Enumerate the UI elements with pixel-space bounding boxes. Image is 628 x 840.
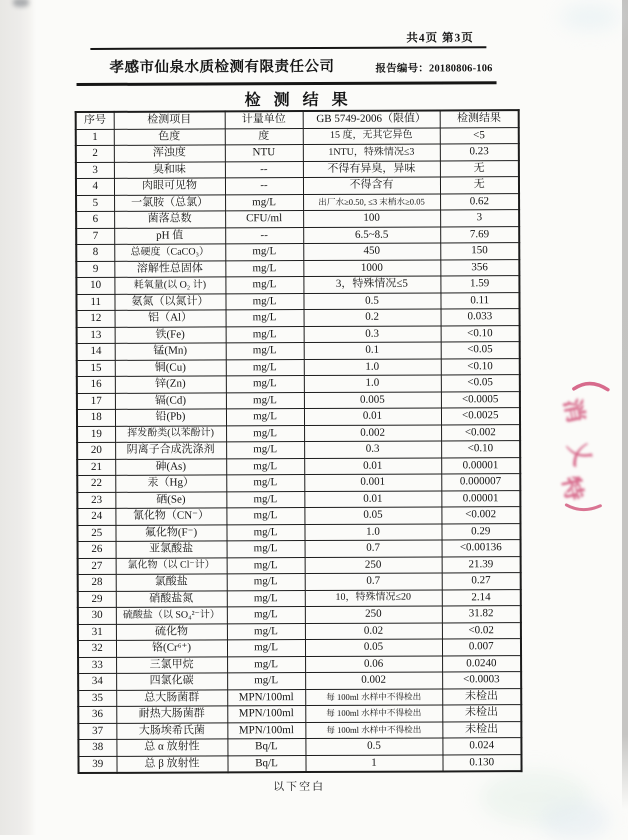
cell-item: 亚氯酸盐 xyxy=(116,541,227,558)
cell-index: 20 xyxy=(77,442,115,459)
page-title: 检测结果 xyxy=(244,91,361,110)
table-row xyxy=(77,424,520,442)
cell-limit: 0.3 xyxy=(304,325,441,342)
cell-index: 36 xyxy=(78,706,116,723)
table-row xyxy=(78,540,521,558)
cell-result: <0.0005 xyxy=(441,391,520,408)
cell-limit: 0.002 xyxy=(304,424,441,441)
cell-result: 0.033 xyxy=(441,309,520,326)
table-row xyxy=(78,688,521,706)
cell-limit: 0.05 xyxy=(305,639,442,656)
cell-result: <0.05 xyxy=(441,375,520,392)
cell-result: 0.000007 xyxy=(441,474,520,491)
cell-unit: mg/L xyxy=(226,458,304,475)
cell-item: 挥发酚类(以苯酚计) xyxy=(115,425,226,442)
cell-result: 0.29 xyxy=(441,523,520,540)
cell-unit: mg/L xyxy=(227,607,305,624)
cell-limit: 出厂水≥0.50, ≤3 末梢水≥0.05 xyxy=(303,193,440,210)
table-row xyxy=(77,441,520,459)
cell-index: 2 xyxy=(76,145,114,162)
table-row xyxy=(76,127,519,145)
table-row xyxy=(78,639,521,657)
cell-index: 7 xyxy=(76,228,114,245)
cell-limit: 0.01 xyxy=(304,490,441,507)
cell-result: <0.002 xyxy=(441,424,520,441)
company-name: 孝感市仙泉水质检测有限责任公司 xyxy=(109,58,335,76)
cell-limit: 0.1 xyxy=(304,342,441,359)
cell-unit: mg/L xyxy=(225,277,303,294)
cell-result: <0.00136 xyxy=(442,540,521,557)
cell-item: pH 值 xyxy=(114,227,225,244)
cell-result: 21.39 xyxy=(442,556,521,573)
cell-item: 总 α 放射性 xyxy=(116,739,227,756)
cell-result: 0.130 xyxy=(442,754,521,771)
table-row xyxy=(76,276,519,294)
cell-result: 0.11 xyxy=(440,292,519,309)
cell-item: 汞（Hg） xyxy=(115,475,226,492)
stamp-character: 消 xyxy=(559,396,589,426)
col-result: 检测结果 xyxy=(440,110,519,127)
cell-index: 4 xyxy=(76,178,114,195)
cell-index: 11 xyxy=(76,294,114,311)
cell-unit: mg/L xyxy=(226,343,304,360)
cell-unit: mg/L xyxy=(226,310,304,327)
cell-index: 9 xyxy=(76,261,114,278)
table-row xyxy=(76,193,519,211)
cell-item: 耗氧量(以 O₂ 计) xyxy=(114,277,225,294)
cell-index: 14 xyxy=(77,343,115,360)
table-row xyxy=(76,210,519,228)
cell-item: 氯酸盐 xyxy=(116,574,227,591)
cell-result: 0.024 xyxy=(442,738,521,755)
table-row xyxy=(78,672,521,690)
cell-item: 氟化物(F⁻) xyxy=(115,524,226,541)
table-row xyxy=(77,309,520,327)
cell-result: 无 xyxy=(440,160,519,177)
cell-limit: 0.02 xyxy=(305,622,442,639)
col-unit: 计量单位 xyxy=(225,111,303,128)
cell-result: 未检出 xyxy=(442,705,521,722)
cell-result: 150 xyxy=(440,243,519,260)
cell-result: 0.62 xyxy=(440,193,519,210)
cell-unit: mg/L xyxy=(227,656,305,673)
cell-unit: mg/L xyxy=(226,524,304,541)
cell-unit: mg/L xyxy=(226,442,304,459)
table-row xyxy=(78,655,521,673)
cell-item: 锌(Zn) xyxy=(115,376,226,393)
cell-limit: 450 xyxy=(303,243,440,260)
red-stamp xyxy=(558,377,615,517)
cell-item: 硫化物 xyxy=(116,623,227,640)
table-row xyxy=(78,622,521,640)
cell-unit: mg/L xyxy=(225,260,303,277)
cell-limit: 0.5 xyxy=(303,292,440,309)
cell-limit: 不得含有 xyxy=(303,177,440,194)
table-row xyxy=(77,342,520,360)
footer-blank-note: 以下空白 xyxy=(273,780,326,794)
cell-limit: 0.7 xyxy=(305,540,442,557)
cell-result: 0.007 xyxy=(442,639,521,656)
table-row xyxy=(76,226,519,244)
cell-limit: 15 度，无其它异色 xyxy=(303,127,440,144)
table-row xyxy=(78,738,521,756)
cell-result: 3 xyxy=(440,210,519,227)
stamp-character: 乂 xyxy=(562,437,596,470)
cell-limit: 10，特殊情况≤20 xyxy=(305,589,442,606)
table-row xyxy=(78,589,521,607)
cell-unit: MPN/100ml xyxy=(227,706,305,723)
cell-item: 总 β 放射性 xyxy=(116,755,227,772)
cell-item: 镉(Cd) xyxy=(115,392,226,409)
cell-limit: 1 xyxy=(305,754,442,772)
table-row xyxy=(77,391,520,409)
cell-item: 总大肠菌群 xyxy=(116,689,227,706)
cell-result: <0.05 xyxy=(441,342,520,359)
cell-index: 5 xyxy=(76,195,114,212)
cell-limit: 3，特殊情况≤5 xyxy=(303,276,440,293)
cell-item: 色度 xyxy=(114,128,225,145)
cell-index: 27 xyxy=(78,558,116,575)
cell-limit: 0.2 xyxy=(304,309,441,326)
cell-index: 8 xyxy=(76,244,114,261)
table-row xyxy=(77,408,520,426)
col-limit: GB 5749-2006（限值） xyxy=(303,110,440,128)
cell-unit: mg/L xyxy=(226,425,304,442)
cell-result: 0.00001 xyxy=(441,490,520,507)
table-header-row xyxy=(76,110,519,129)
cell-unit: -- xyxy=(225,161,303,178)
cell-limit: 1NTU，特殊情况≤3 xyxy=(303,144,440,161)
cell-unit: mg/L xyxy=(227,623,305,640)
cell-unit: 度 xyxy=(225,128,303,145)
cell-result: <0.0025 xyxy=(441,408,520,425)
cell-index: 13 xyxy=(77,327,115,344)
cell-unit: mg/L xyxy=(226,376,304,393)
cell-item: 臭和味 xyxy=(114,161,225,178)
cell-index: 28 xyxy=(78,574,116,591)
report-number xyxy=(375,60,492,76)
cell-limit: 0.01 xyxy=(304,408,441,425)
table-row xyxy=(77,490,520,508)
cell-index: 35 xyxy=(78,690,116,707)
cell-item: 一氯胺（总氯） xyxy=(114,194,225,211)
cell-limit: 每 100ml 水样中不得检出 xyxy=(305,721,442,738)
cell-limit: 0.5 xyxy=(305,738,442,755)
cell-index: 37 xyxy=(78,723,116,740)
cell-unit: MPN/100ml xyxy=(227,722,305,739)
cell-unit: mg/L xyxy=(225,194,303,211)
cell-item: 大肠埃希氏菌 xyxy=(116,722,227,739)
cell-unit: NTU xyxy=(225,145,303,162)
table-row xyxy=(78,573,521,591)
cell-result: <5 xyxy=(440,127,519,144)
col-index: 序号 xyxy=(76,112,114,129)
cell-index: 39 xyxy=(78,756,116,773)
stamp-character: 特 xyxy=(557,474,588,504)
cell-index: 34 xyxy=(78,673,116,690)
cell-unit: -- xyxy=(225,178,303,195)
cell-item: 氯化物（以 Cl⁻计） xyxy=(116,557,227,574)
header-rule-top xyxy=(90,46,486,50)
cell-index: 3 xyxy=(76,162,114,179)
cell-result: 未检出 xyxy=(442,688,521,705)
cell-result: <0.0003 xyxy=(442,672,521,689)
col-item: 检测项目 xyxy=(114,111,225,128)
cell-unit: mg/L xyxy=(226,326,304,343)
cell-index: 30 xyxy=(78,607,116,624)
cell-item: 硫酸盐（以 SO₄²⁻计） xyxy=(116,607,227,624)
cell-unit: mg/L xyxy=(227,574,305,591)
cell-limit: 1.0 xyxy=(304,375,441,392)
cell-unit: mg/L xyxy=(225,293,303,310)
cell-unit: mg/L xyxy=(226,392,304,409)
cell-item: 铜(Cu) xyxy=(115,359,226,376)
cell-limit: 100 xyxy=(303,210,440,227)
cell-index: 23 xyxy=(77,492,115,509)
cell-item: 铬(Cr⁶⁺) xyxy=(116,640,227,657)
cell-item: 氰化物（CN⁻） xyxy=(115,508,226,525)
cell-result: 0.00001 xyxy=(441,457,520,474)
table-row xyxy=(78,556,521,574)
table-row xyxy=(76,144,519,162)
cell-limit: 0.7 xyxy=(305,573,442,590)
cell-limit: 250 xyxy=(305,606,442,623)
cell-result: <0.10 xyxy=(441,441,520,458)
cell-limit: 0.06 xyxy=(305,655,442,672)
table-row xyxy=(78,754,521,773)
cell-unit: MPN/100ml xyxy=(227,689,305,706)
cell-item: 阴离子合成洗涤剂 xyxy=(115,442,226,459)
cell-index: 1 xyxy=(76,129,114,146)
cell-limit: 0.005 xyxy=(304,391,441,408)
cell-result: <0.02 xyxy=(442,622,521,639)
cell-unit: mg/L xyxy=(225,244,303,261)
cell-limit: 0.01 xyxy=(304,457,441,474)
cell-result: 无 xyxy=(440,177,519,194)
cell-limit: 0.001 xyxy=(304,474,441,491)
cell-unit: mg/L xyxy=(226,491,304,508)
cell-item: 铝（Al） xyxy=(115,310,226,327)
cell-index: 38 xyxy=(78,739,116,756)
cell-limit: 250 xyxy=(305,556,442,573)
cell-unit: mg/L xyxy=(227,640,305,657)
cell-result: 356 xyxy=(440,259,519,276)
cell-result: 0.0240 xyxy=(442,655,521,672)
cell-result: 未检出 xyxy=(442,721,521,738)
cell-item: 总硬度（CaCO₃） xyxy=(114,244,225,261)
cell-item: 溶解性总固体 xyxy=(114,260,225,277)
cell-limit: 每 100ml 水样中不得检出 xyxy=(305,705,442,722)
cell-unit: mg/L xyxy=(227,590,305,607)
cell-unit: mg/L xyxy=(227,557,305,574)
cell-limit: 不得有异臭，异味 xyxy=(303,160,440,177)
cell-index: 24 xyxy=(77,508,115,525)
table-row xyxy=(77,375,520,393)
cell-result: <0.002 xyxy=(441,507,520,524)
table-row xyxy=(76,243,519,261)
table-row xyxy=(76,160,519,178)
cell-result: <0.10 xyxy=(441,325,520,342)
cell-index: 25 xyxy=(77,525,115,542)
table-row xyxy=(77,523,520,541)
cell-unit: mg/L xyxy=(227,673,305,690)
cell-item: 锰(Mn) xyxy=(115,343,226,360)
cell-index: 21 xyxy=(77,459,115,476)
cell-index: 18 xyxy=(77,409,115,426)
cell-unit: CFU/ml xyxy=(225,211,303,228)
table-row xyxy=(76,259,519,277)
cell-limit: 1.0 xyxy=(304,523,441,540)
cell-item: 硒(Se) xyxy=(115,491,226,508)
table-row xyxy=(78,721,521,739)
cell-limit: 0.002 xyxy=(305,672,442,689)
cell-index: 10 xyxy=(76,277,114,294)
cell-limit: 0.05 xyxy=(304,507,441,524)
cell-unit: mg/L xyxy=(227,541,305,558)
cell-result: 0.23 xyxy=(440,144,519,161)
cell-item: 菌落总数 xyxy=(114,211,225,228)
table-row xyxy=(77,474,520,492)
cell-index: 26 xyxy=(78,541,116,558)
cell-unit: -- xyxy=(225,227,303,244)
cell-item: 四氯化碳 xyxy=(116,673,227,690)
table-row xyxy=(76,292,519,310)
table-row xyxy=(76,177,519,195)
cell-unit: Bq/L xyxy=(227,739,305,756)
cell-item: 氨氮（以氮计） xyxy=(114,293,225,310)
cell-item: 铅(Pb) xyxy=(115,409,226,426)
cell-index: 22 xyxy=(77,475,115,492)
cell-limit: 1.0 xyxy=(304,358,441,375)
cell-index: 15 xyxy=(77,360,115,377)
cell-index: 6 xyxy=(76,211,114,228)
table-row xyxy=(78,606,521,624)
cell-result: 7.69 xyxy=(440,226,519,243)
cell-result: 31.82 xyxy=(442,606,521,623)
cell-item: 砷(As) xyxy=(115,458,226,475)
cell-index: 29 xyxy=(78,591,116,608)
cell-index: 19 xyxy=(77,426,115,443)
cell-limit: 6.5~8.5 xyxy=(303,226,440,243)
cell-limit: 每 100ml 水样中不得检出 xyxy=(305,688,442,705)
cell-item: 铁(Fe) xyxy=(115,326,226,343)
cell-index: 33 xyxy=(78,657,116,674)
results-table-body xyxy=(76,127,522,773)
cell-limit: 1000 xyxy=(303,259,440,276)
cell-item: 三氯甲烷 xyxy=(116,656,227,673)
table-row xyxy=(77,457,520,475)
cell-result: 0.27 xyxy=(442,573,521,590)
report-number-value: 20180806-106 xyxy=(428,63,493,75)
report-number-label: 报告编号： xyxy=(375,63,430,75)
table-row xyxy=(77,507,520,525)
cell-item: 硝酸盐氮 xyxy=(116,590,227,607)
table-row xyxy=(77,358,520,376)
cell-item: 耐热大肠菌群 xyxy=(116,706,227,723)
cell-limit: 0.3 xyxy=(304,441,441,458)
page-indicator: 共4页 第3页 xyxy=(406,32,474,45)
cell-result: <0.10 xyxy=(441,358,520,375)
cell-index: 12 xyxy=(77,310,115,327)
cell-index: 16 xyxy=(77,376,115,393)
cell-index: 17 xyxy=(77,393,115,410)
header-rule-bottom xyxy=(77,81,497,85)
cell-unit: mg/L xyxy=(226,359,304,376)
cell-index: 31 xyxy=(78,624,116,641)
cell-result: 1.59 xyxy=(440,276,519,293)
cell-unit: Bq/L xyxy=(227,755,305,772)
results-table xyxy=(75,109,523,774)
cell-unit: mg/L xyxy=(226,508,304,525)
cell-item: 浑浊度 xyxy=(114,145,225,162)
cell-unit: mg/L xyxy=(226,409,304,426)
cell-result: 2.14 xyxy=(442,589,521,606)
cell-unit: mg/L xyxy=(226,475,304,492)
cell-item: 肉眼可见物 xyxy=(114,178,225,195)
table-row xyxy=(78,705,521,723)
table-row xyxy=(77,325,520,343)
cell-index: 32 xyxy=(78,640,116,657)
